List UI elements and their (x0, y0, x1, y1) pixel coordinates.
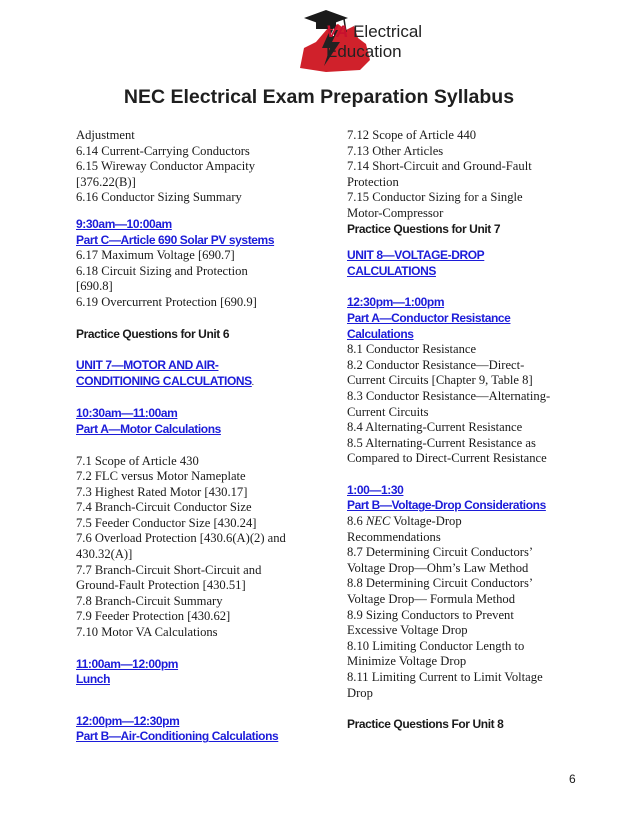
session-heading: Part B—Air-Conditioning Calculations (76, 729, 279, 744)
syllabus-line: 8.6 NEC Voltage-Drop (347, 514, 462, 529)
syllabus-line: Compared to Direct-Current Resistance (347, 451, 547, 466)
syllabus-line: Minimize Voltage Drop (347, 654, 467, 669)
syllabus-line: 7.8 Branch-Circuit Summary (76, 593, 223, 608)
syllabus-line: 6.15 Wireway Conductor Ampacity (76, 159, 256, 174)
syllabus-line: 7.7 Branch-Circuit Short-Circuit and (76, 562, 262, 577)
session-heading: Part C—Article 690 Solar PV systems (76, 232, 275, 247)
session-time: 10:30am—11:00am (76, 406, 178, 421)
syllabus-line: Current Circuits [Chapter 9, Table 8] (347, 373, 533, 388)
syllabus-line: Motor-Compressor (347, 205, 444, 220)
syllabus-line: Protection (347, 174, 399, 189)
right-column (347, 128, 575, 733)
syllabus-line: Current Circuits (347, 404, 429, 419)
syllabus-line: 7.14 Short-Circuit and Ground-Fault (347, 159, 532, 174)
practice-questions-heading: Practice Questions for Unit 7 (347, 221, 501, 236)
syllabus-line: 7.1 Scope of Article 430 (76, 453, 199, 468)
syllabus-line: 8.9 Sizing Conductors to Prevent (347, 607, 514, 622)
syllabus-line: 6.14 Current-Carrying Conductors (76, 143, 250, 158)
session-heading: Part A—Conductor Resistance (347, 310, 511, 325)
syllabus-line: 8.5 Alternating-Current Resistance as (347, 435, 536, 450)
syllabus-line: 7.9 Feeder Protection [430.62] (76, 609, 231, 624)
syllabus-line: 6.18 Circuit Sizing and Protection (76, 263, 248, 278)
syllabus-line: [376.22(B)] (76, 174, 136, 189)
syllabus-line: 7.2 FLC versus Motor Nameplate (76, 469, 246, 484)
syllabus-line: 7.3 Highest Rated Motor [430.17] (76, 484, 248, 499)
syllabus-line: Voltage Drop—Ohm’s Law Method (347, 560, 529, 575)
session-heading: Part B—Voltage-Drop Considerations (347, 498, 546, 513)
syllabus-line: Recommendations (347, 529, 441, 544)
syllabus-line: Ground-Fault Protection [430.51] (76, 578, 246, 593)
syllabus-line: 8.10 Limiting Conductor Length to (347, 638, 525, 653)
syllabus-line: 8.1 Conductor Resistance (347, 342, 477, 357)
syllabus-line: 6.16 Conductor Sizing Summary (76, 190, 242, 205)
unit-heading: UNIT 7—MOTOR AND AIR- (76, 358, 219, 373)
syllabus-line: 8.2 Conductor Resistance—Direct- (347, 357, 525, 372)
syllabus-line: Drop (347, 685, 373, 700)
session-heading: Lunch (76, 672, 110, 687)
session-time: 9:30am—10:00am (76, 216, 172, 231)
syllabus-line: 7.13 Other Articles (347, 143, 444, 158)
page-title: NEC Electrical Exam Preparation Syllabus (123, 86, 515, 108)
syllabus-line: 6.17 Maximum Voltage [690.7] (76, 248, 235, 263)
syllabus-line: Excessive Voltage Drop (347, 623, 468, 638)
session-time: 11:00am—12:00pm (76, 656, 179, 671)
logo-va: VA (326, 22, 349, 41)
practice-questions-heading: Practice Questions for Unit 6 (76, 326, 230, 341)
syllabus-line: 7.12 Scope of Article 440 (347, 128, 477, 142)
syllabus-line: 8.7 Determining Circuit Conductors’ (347, 545, 534, 560)
syllabus-line: 7.10 Motor VA Calculations (76, 625, 218, 640)
unit-heading: CONDITIONING CALCULATIONS (76, 373, 252, 388)
syllabus-line: 7.5 Feeder Conductor Size [430.24] (76, 515, 257, 530)
session-time: 12:00pm—12:30pm (76, 713, 180, 728)
syllabus-line: 7.6 Overload Protection [430.6(A)(2) and (76, 531, 286, 546)
syllabus-line: 430.32(A)] (76, 547, 133, 562)
practice-questions-heading: Practice Questions For Unit 8 (347, 717, 504, 732)
syllabus-line: 8.4 Alternating-Current Resistance (347, 420, 523, 435)
logo-text: VA Electrical Education (326, 22, 423, 61)
session-heading: Part A—Motor Calculations (76, 421, 221, 436)
syllabus-line: [690.8] (76, 279, 113, 294)
syllabus-line: 7.15 Conductor Sizing for a Single (347, 190, 523, 205)
session-time: 1:00—1:30 (347, 482, 404, 497)
syllabus-line: Adjustment (76, 128, 135, 142)
unit-heading: UNIT 8—VOLTAGE-DROP (347, 248, 485, 263)
page-number: 6 (569, 772, 576, 786)
unit-heading: CALCULATIONS (347, 263, 436, 278)
syllabus-line: Voltage Drop— Formula Method (347, 592, 516, 607)
syllabus-line: 8.11 Limiting Current to Limit Voltage (347, 670, 543, 684)
session-heading: Calculations (347, 326, 414, 341)
session-time: 12:30pm—1:00pm (347, 295, 445, 310)
syllabus-line: 8.8 Determining Circuit Conductors’ (347, 576, 534, 591)
syllabus-line: 7.4 Branch-Circuit Conductor Size (76, 500, 252, 515)
left-column: Adjustment 6.14 Current-Carrying Conductors 6.15 Wireway Conductor Ampacity [376.22(B)] 6.16 Conductor Sizing Summary 9:30am—10:00am Part C—Article 690 Solar PV systems 6.17 Maximum Voltage [690.7] 6.18 Circuit Sizing and Protection [690.8] 6.19 Overcurrent Protection [690.9] Practice Questions for Unit 6 UNIT 7—MOTOR AND AIR- CONDITIONING CALCULATIONS. 10:30am—11:00am Part A—Motor Calculations 7.1 Scope of Article 430 7.2 FLC versus Motor Nameplate 7.3 Highest Rated Motor [430.17] 7.4 Branch-Circuit Conductor Size 7.5 Feeder Conductor Size [430.24] 7.6 Overload Protection [430.6(A)(2) and 430.32(A)] 7.7 Branch-Circuit Short-Circuit and Ground-Fault Protection [430.51] 7.8 Branch-Circuit Summary 7.9 Feeder Protection [430.62] 7.10 Motor VA Calculations 11:00am—12:00pm Lunch 12:00pm—12:30pm Part B—Air-Conditioning Calculations (76, 128, 314, 745)
syllabus-line: 6.19 Overcurrent Protection [690.9] (76, 294, 257, 309)
syllabus-line: 8.3 Conductor Resistance—Alternating- (347, 388, 551, 403)
